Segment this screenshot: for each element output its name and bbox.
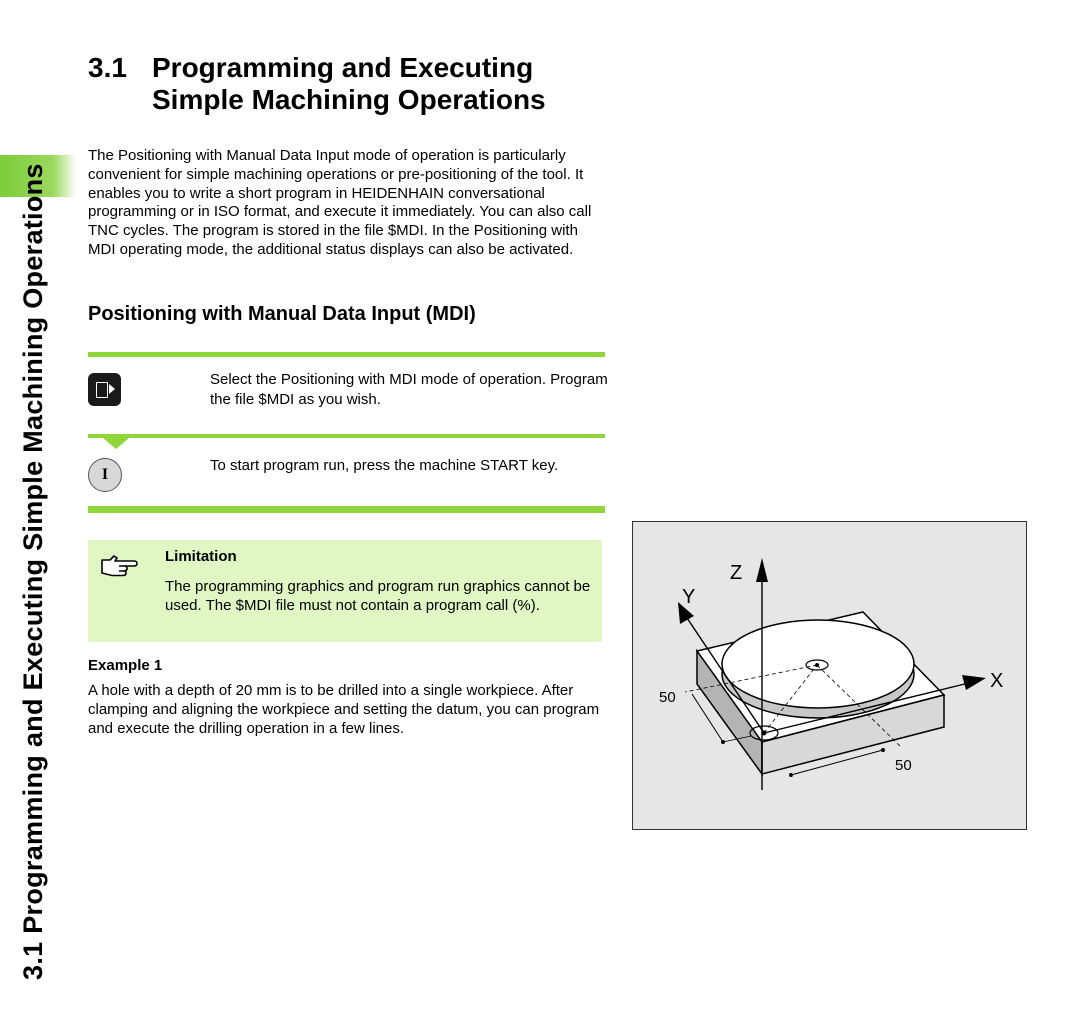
y-axis-label: Y [682,586,696,608]
step-1-text: Select the Positioning with MDI mode of operation. Program the file $MDI as you wish. [210,371,608,408]
example-text: A hole with a depth of 20 mm is to be drilled into a single workpiece. After clamping and aligning the workpiece and setting the datum, you can program and execute the drilling operation in a few lines. [88,682,600,737]
page-title [88,52,546,116]
z-axis-label: Z [730,562,743,584]
side-chapter-title: 3.1 Programming and Executing Simple Machining Operations [18,163,48,980]
chapter-number: 3.1 [88,52,127,83]
workpiece-diagram [632,521,1027,830]
step-divider-bottom [88,506,605,513]
chapter-title-line2: Simple Machining Operations [152,84,546,115]
x-dimension-label: 50 [895,757,912,774]
step-divider-top [88,352,605,357]
chapter-title-line1: Programming and Executing [152,52,534,83]
machine-start-key-icon: I [88,458,122,492]
x-axis-label: X [990,670,1004,692]
section-heading: Positioning with Manual Data Input (MDI) [88,303,476,325]
note-title: Limitation [165,548,237,565]
step-2-text: To start program run, press the machine START key. [210,457,559,474]
step-divider-middle [88,434,605,438]
pointing-hand-icon [100,552,138,578]
intro-paragraph: The Positioning with Manual Data Input mode of operation is particularly convenient for simple machining operations or pre-positioning of the tool. It enables you to write a short program in HEIDENHAIN conversational programming or in ISO format, and execute it immediately. You can also call TNC cycles. The program is stored in the file $MDI. In the Positioning with MDI operating mode, the additional status displays can also be activated. [88,147,592,258]
step-arrow-icon [103,438,129,449]
limitation-note [88,540,602,642]
mdi-mode-key-icon [88,373,121,406]
note-text: The programming graphics and program run graphics cannot be used. The $MDI file must not contain a program call (%). [165,578,591,614]
example-title: Example 1 [88,657,163,674]
y-dimension-label: 50 [659,689,676,706]
